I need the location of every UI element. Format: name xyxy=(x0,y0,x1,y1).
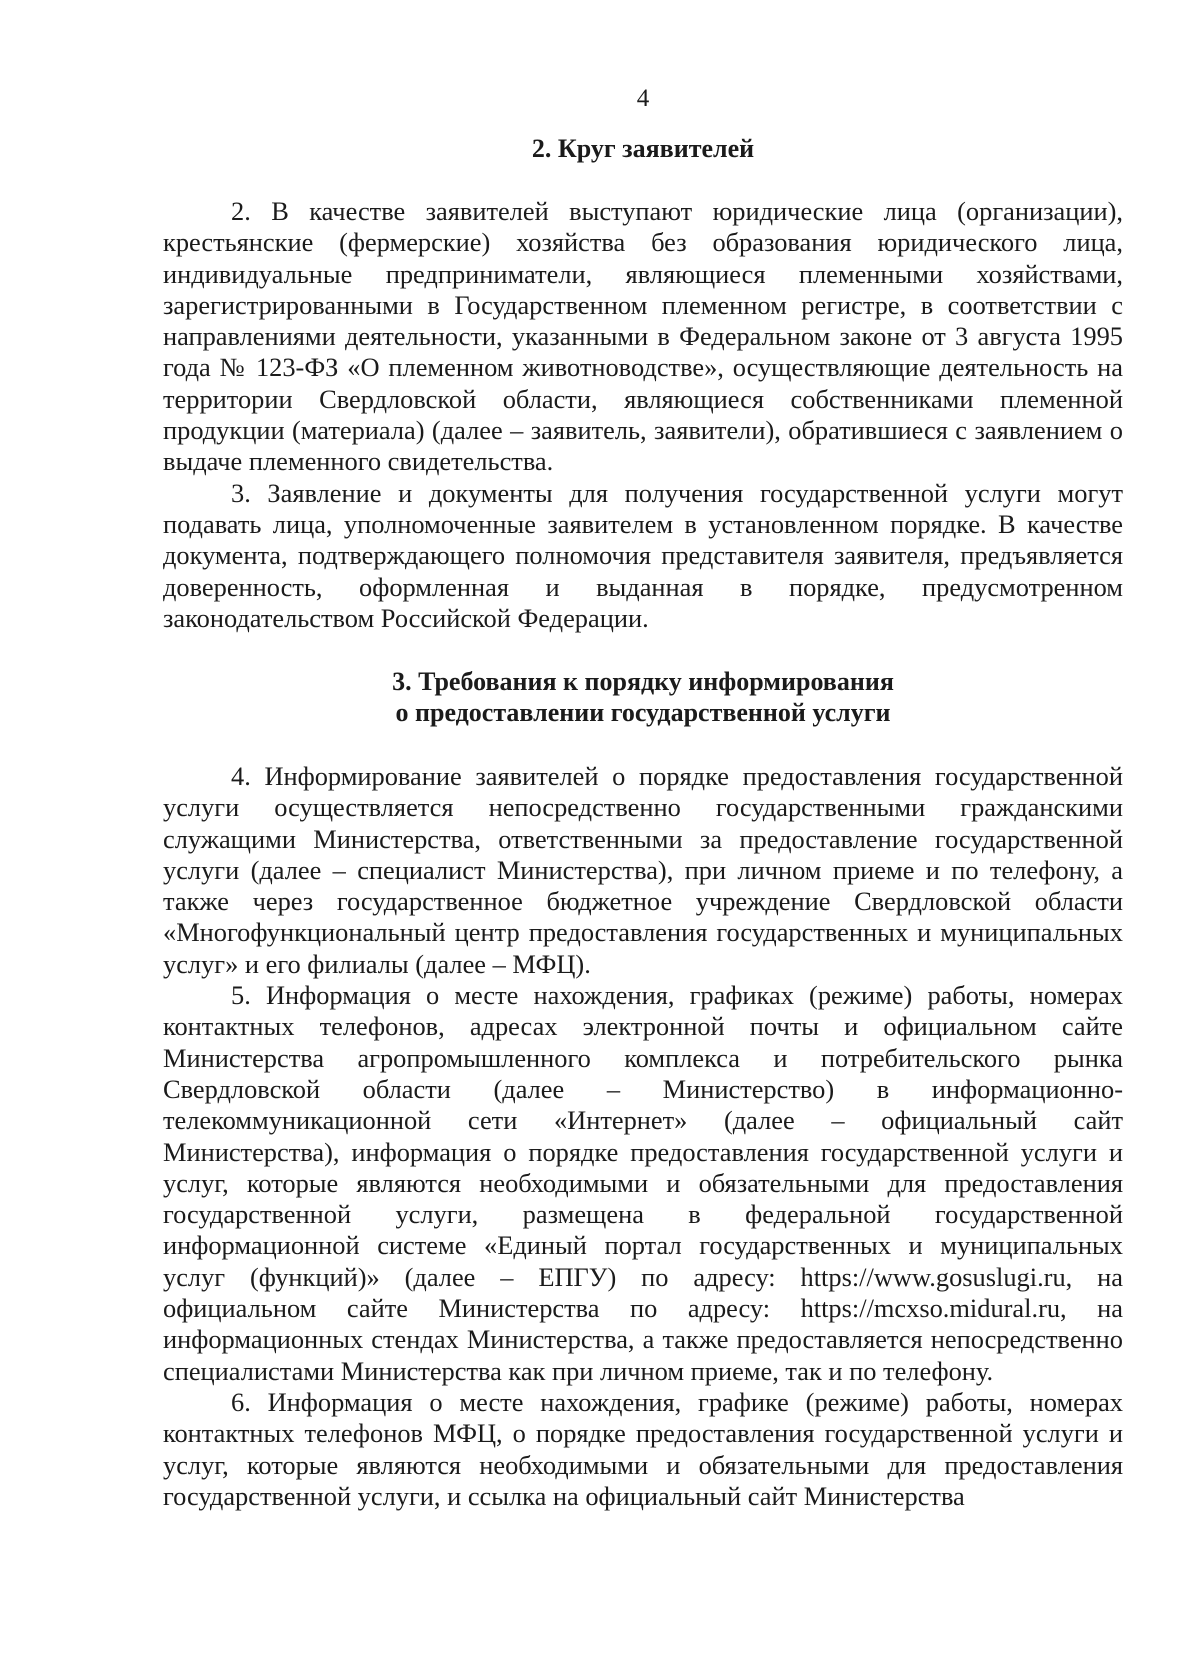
page-number: 4 xyxy=(636,85,650,112)
section-3-title xyxy=(163,666,1123,728)
paragraph-2: 2. В качестве заявителей выступают юридические лица (организации), крестьянские (фермерские) хозяйства без образования юридического лица, индивидуальные предприниматели, являющиеся племенными хозяйствами, зарегистрированными в Государственном племенном регистре, в соответствии с направлениями деятельности, указанными в Федеральном законе от 3 августа 1995 года № 123-ФЗ «О племенном животноводстве», осуществляющие деятельность на территории Свердловской области, являющиеся собственниками племенной продукции (материала) (далее – заявитель, заявители), обратившиеся с заявлением о выдаче племенного свидетельства. xyxy=(163,196,1123,477)
section-2-body xyxy=(163,196,1123,634)
paragraph-6: 6. Информация о месте нахождения, графике (режиме) работы, номерах контактных телефонов МФЦ, о порядке предоставления государственной услуги и услуг, которые являются необходимыми и обязательными для предоставления государственной услуги, и ссылка на официальный сайт Министерства xyxy=(163,1386,1123,1511)
section-3-body xyxy=(163,761,1123,1512)
section-3-title-line-2: о предоставлении государственной услуги xyxy=(395,698,891,727)
paragraph-4: 4. Информирование заявителей о порядке предоставления государственной услуги осуществляется непосредственно государственными гражданскими служащими Министерства, ответственными за предоставление государственной услуги (далее – специалист Министерства), при личном приеме и по телефону, а также через государственное бюджетное учреждение Свердловской области «Многофункциональный центр предоставления государственных и муниципальных услуг» и его филиалы (далее – МФЦ). xyxy=(163,761,1123,979)
section-3-title-line-1: 3. Требования к порядку информирования xyxy=(392,667,894,696)
section-2-title-text: 2. Круг заявителей xyxy=(531,134,755,163)
section-2-title xyxy=(163,133,1123,164)
paragraph-3: 3. Заявление и документы для получения государственной услуги могут подавать лица, уполномоченные заявителем в установленном порядке. В качестве документа, подтверждающего полномочия представителя заявителя, предъявляется доверенность, оформленная и выданная в порядке, предусмотренном законодательством Российской Федерации. xyxy=(163,477,1123,633)
paragraph-5: 5. Информация о месте нахождения, графиках (режиме) работы, номерах контактных телефонов, адресах электронной почты и официальном сайте Министерства агропромышленного комплекса и потребительского рынка Свердловской области (далее – Министерство) в информационно-телекоммуникационной сети «Интернет» (далее – официальный сайт Министерства), информация о порядке предоставления государственной услуги и услуг, которые являются необходимыми и обязательными для предоставления государственной услуги, размещена в федеральной государственной информационной системе «Единый портал государственных и муниципальных услуг (функций)» (далее – ЕПГУ) по адресу: https://www.gosuslugi.ru, на официальном сайте Министерства по адресу: https://mcxso.midural.ru, на информационных стендах Министерства, а также предоставляется непосредственно специалистами Министерства как при личном приеме, так и по телефону. xyxy=(163,980,1123,1386)
